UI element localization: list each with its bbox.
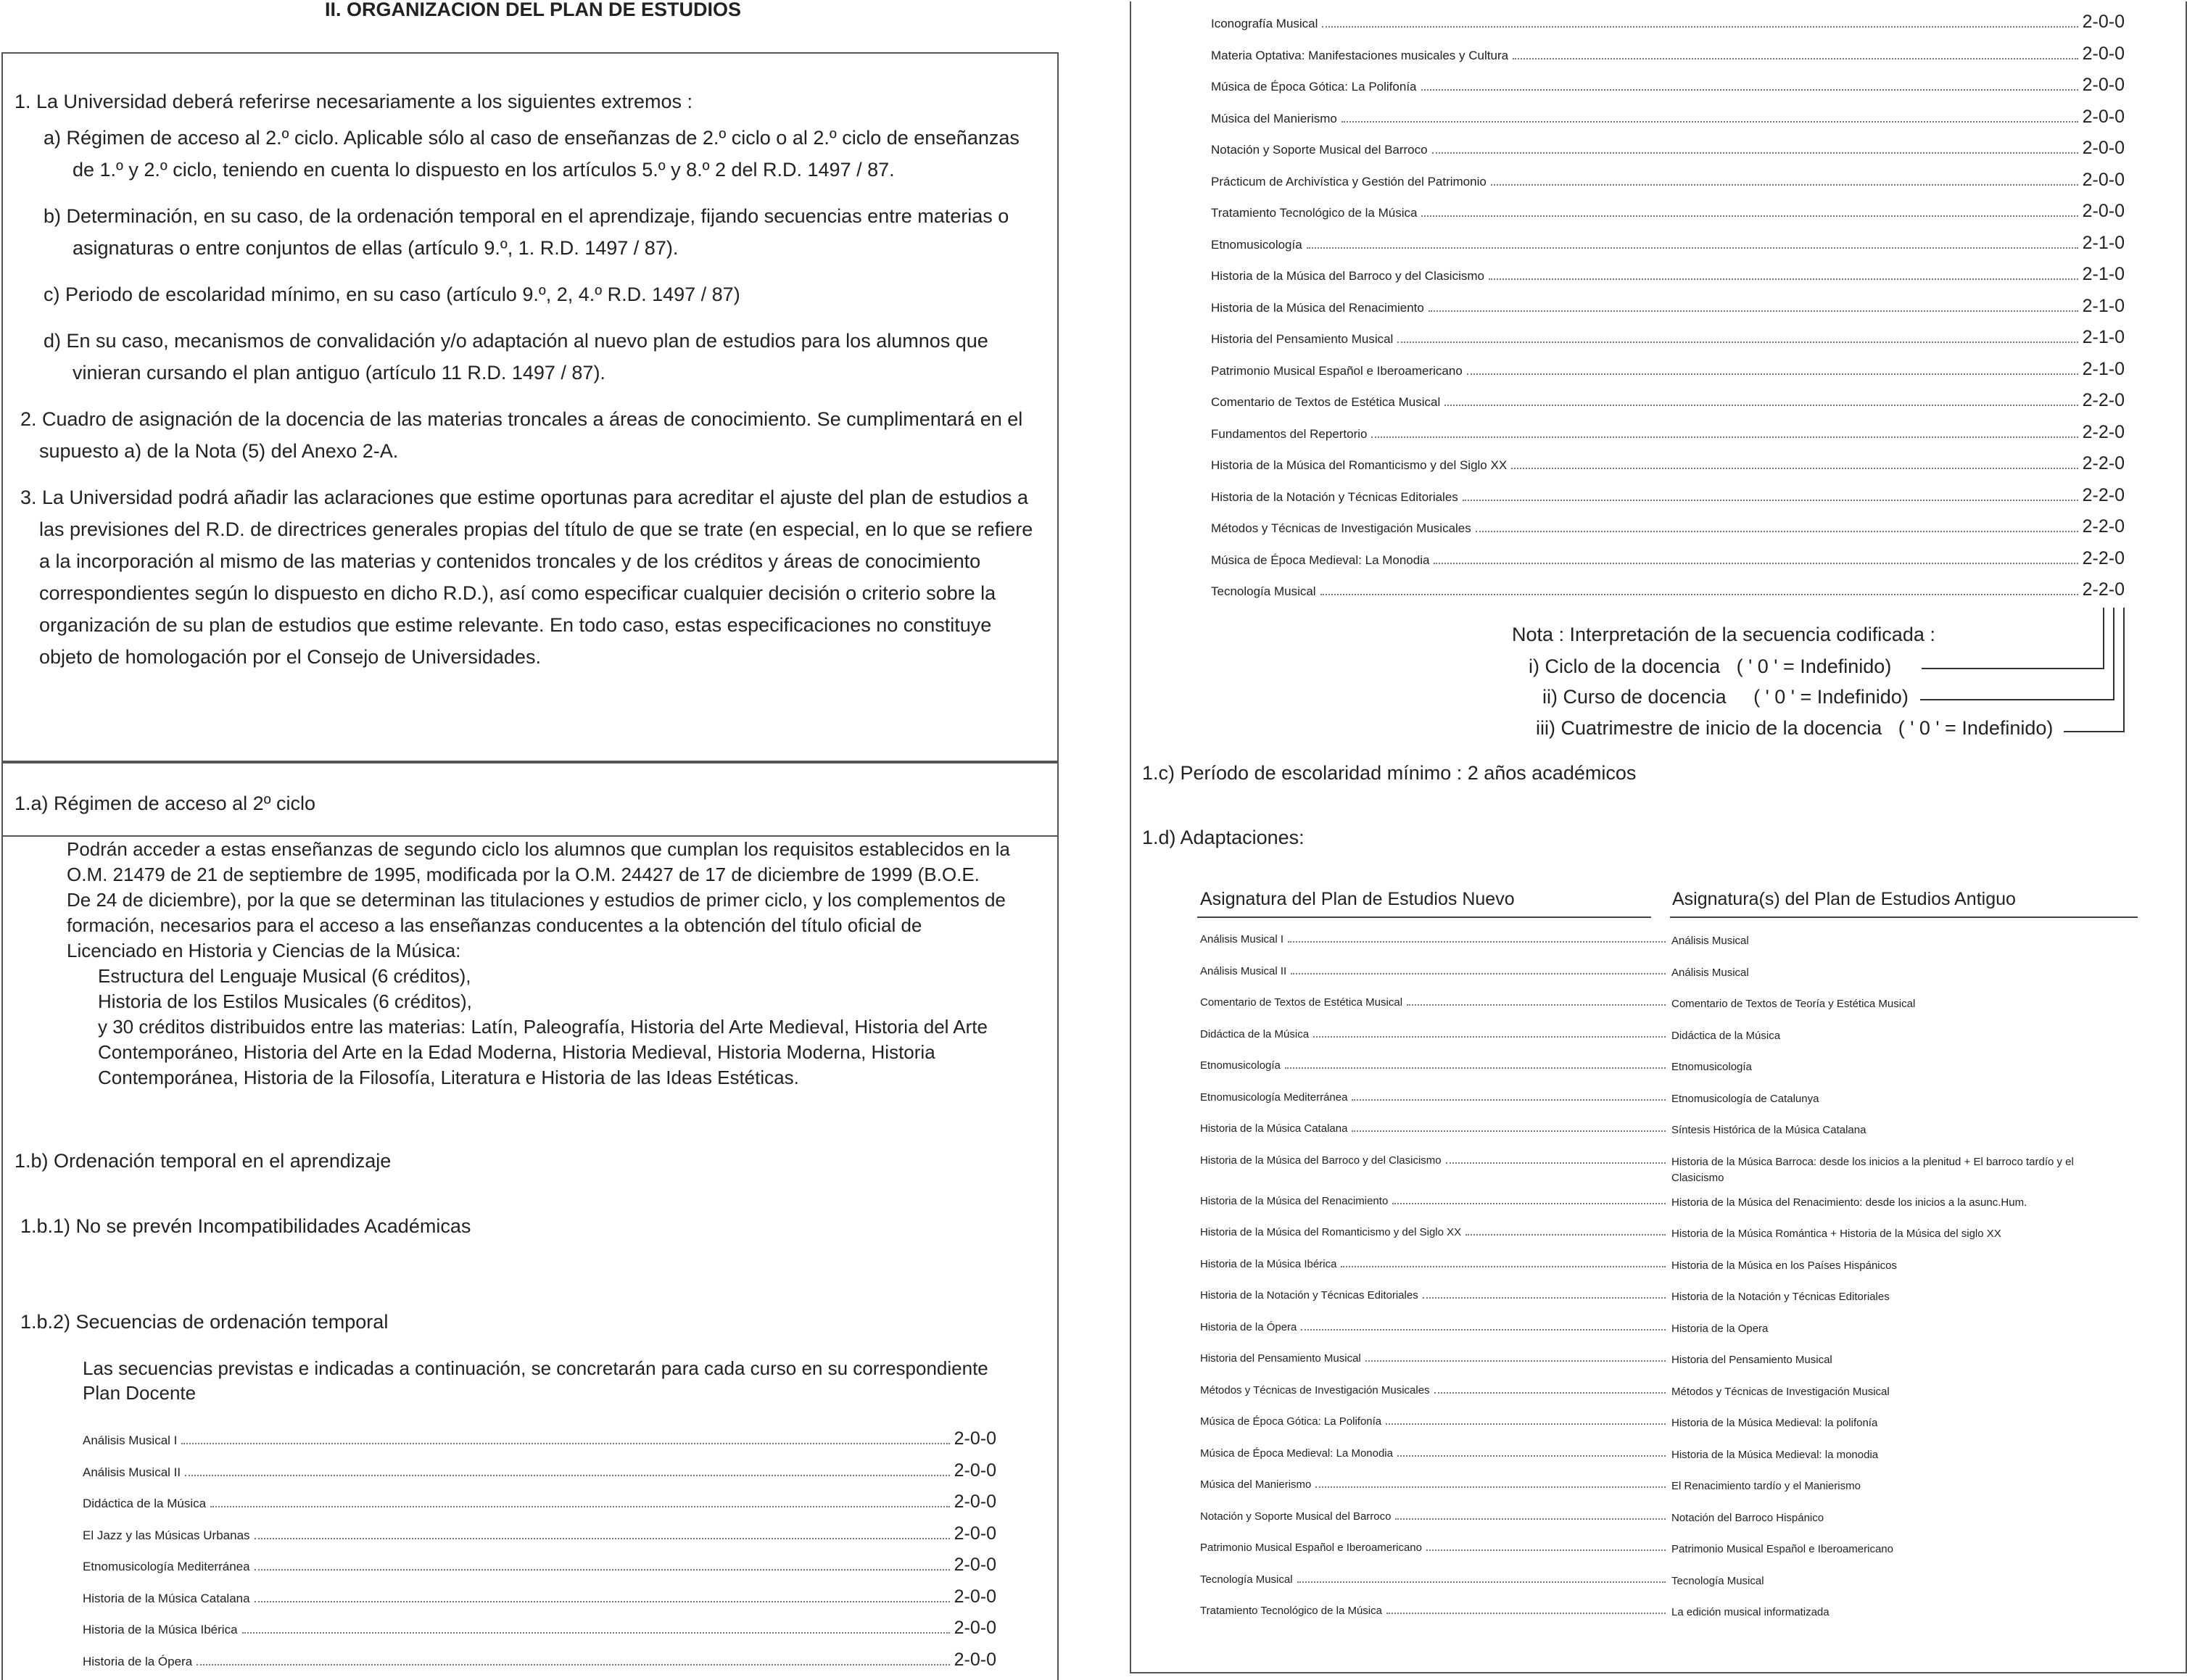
adapt-row (1200, 1478, 2136, 1494)
adapt-old-subject: Tecnología Musical (1671, 1574, 1764, 1587)
nota-ii: ii) Curso de docencia ( ' 0 ' = Indefinido) (1542, 686, 1909, 708)
adapt-new-subject: Etnomusicología (1200, 1059, 1281, 1072)
adapt-new-subject: Historia de la Música Ibérica (1200, 1257, 1337, 1270)
subject-name: Historia de la Ópera (83, 1654, 193, 1668)
s1a-line-5: Licenciado en Historia y Ciencias de la Música: (67, 940, 461, 961)
subject-name: Historia de la Música del Barroco y del Clasicismo (1211, 269, 1484, 283)
adapt-old-subject: Análisis Musical (1671, 935, 1749, 947)
dot-leader (1444, 405, 2078, 406)
sequence-row (83, 1523, 996, 1544)
s1b2-line-1: Las secuencias previstas e indicadas a continuación, se concretarán para cada curso en su correspondiente (83, 1357, 988, 1379)
adapt-new-cell (1200, 1605, 1671, 1621)
adapt-old-subject: Historia de la Música Medieval: la polifonía (1671, 1417, 1878, 1429)
adapt-row (1200, 933, 2136, 949)
nota-iii: iii) Cuatrimestre de inicio de la docencia ( ' 0 ' = Indefinido) (1536, 717, 2054, 739)
adapt-new-cell (1200, 965, 1671, 981)
adapt-header-old: Asignatura(s) del Plan de Estudios Antiguo (1672, 889, 2016, 909)
nota-connector-h1 (1922, 668, 2104, 669)
sequence-code: 2-1-0 (2082, 232, 2125, 253)
sequence-code: 2-0-0 (954, 1428, 996, 1449)
adapt-old-subject: Historia de la Música Romántica + Historia de la Música del siglo XX (1671, 1228, 2001, 1240)
page-title: II. ORGANIZACION DEL PLAN DE ESTUDIOS (325, 0, 742, 20)
adapt-old-subject: Comentario de Textos de Teoría y Estética Musical (1671, 998, 1916, 1010)
dot-leader (181, 1443, 949, 1444)
sequence-code: 2-0-0 (954, 1618, 996, 1638)
dot-leader (1423, 1297, 1666, 1299)
instr-b-2: asignaturas o entre conjuntos de ellas (artículo 9.º, 1. R.D. 1497 / 87). (73, 237, 679, 259)
adapt-new-cell (1200, 933, 1671, 949)
dot-leader (1315, 1486, 1666, 1488)
nota-connector-3 (2123, 608, 2125, 732)
s1a-line-7: Historia de los Estilos Musicales (6 créditos), (98, 990, 472, 1012)
adapt-old-subject: El Renacimiento tardío y el Manierismo (1671, 1480, 1861, 1492)
adapt-new-subject: Historia de la Música del Romanticismo y del Siglo XX (1200, 1226, 1462, 1238)
subject-name: Historia de la Música Catalana (83, 1591, 250, 1605)
subject-name: Patrimonio Musical Español e Iberoamericano (1211, 363, 1463, 378)
instr-c-1: c) Periodo de escolaridad mínimo, en su caso (artículo 9.º, 2, 4.º R.D. 1497 / 87) (44, 284, 740, 305)
dot-leader (1446, 1162, 1666, 1164)
adapt-new-cell (1200, 1091, 1671, 1107)
sequence-code: 2-2-0 (2082, 421, 2125, 442)
dot-leader (1407, 1004, 1666, 1006)
adapt-header-rule-old (1670, 916, 2138, 918)
adapt-new-cell (1200, 1415, 1671, 1431)
subject-name: Historia del Pensamiento Musical (1211, 332, 1394, 346)
sequence-code: 2-0-0 (954, 1649, 996, 1670)
sequence-row (1211, 359, 2125, 380)
s1a-line-10: Contemporánea, Historia de la Filosofía, Literatura e Historia de las Ideas Estéticas. (98, 1067, 799, 1088)
dot-leader (1386, 1423, 1666, 1425)
s1a-line-2: O.M. 21479 de 21 de septiembre de 1995, modificada por la O.M. 24427 de 17 de diciembre de 1999 (B.O.E. (67, 864, 980, 885)
adapt-new-cell (1200, 1289, 1671, 1305)
adapt-row (1200, 1573, 2136, 1589)
subject-name: Iconografía Musical (1211, 17, 1318, 30)
adapt-new-subject: Didáctica de la Música (1200, 1027, 1310, 1040)
adapt-new-subject: Historia de la Ópera (1200, 1320, 1297, 1333)
adapt-new-cell (1200, 1352, 1671, 1368)
sequence-row (1211, 453, 2125, 474)
sequence-code: 2-0-0 (954, 1460, 996, 1481)
subject-name: Análisis Musical II (83, 1465, 181, 1479)
dot-leader (1426, 1549, 1666, 1551)
dot-leader (1352, 1099, 1666, 1101)
instr-p2-2: supuesto a) de la Nota (5) del Anexo 2-A. (39, 440, 399, 462)
adapt-old-subject: Síntesis Histórica de la Música Catalana (1671, 1124, 1866, 1136)
adapt-old-subject: Patrimonio Musical Español e Iberoamericano (1671, 1543, 1893, 1555)
sequence-code: 2-0-0 (2082, 106, 2125, 127)
section-1b1-heading: 1.b.1) No se prevén Incompatibilidades Académicas (20, 1215, 471, 1237)
nota-connector-h3 (2064, 731, 2125, 732)
adapt-new-cell (1200, 1226, 1671, 1242)
adapt-row (1200, 996, 2136, 1012)
dot-leader (1291, 973, 1666, 975)
dot-leader (210, 1506, 950, 1507)
s1a-line-9: Contemporáneo, Historia del Arte en la Edad Moderna, Historia Medieval, Historia Moderna, Historia (98, 1041, 935, 1063)
dot-leader (1465, 1234, 1666, 1236)
adapt-new-cell (1200, 1542, 1671, 1557)
instructions-text (15, 86, 1044, 673)
adapt-row (1200, 1258, 2136, 1274)
adapt-old-subject: Etnomusicología (1671, 1061, 1752, 1073)
s1b2-line-2: Plan Docente (83, 1382, 197, 1404)
instr-p3-4: correspondientes según lo dispuesto en dicho R.D.), así como especificar cualquier decisión o criterio sobre la (39, 582, 996, 604)
adapt-row (1200, 1352, 2136, 1368)
subject-name: Fundamentos del Repertorio (1211, 426, 1368, 441)
sequence-row (1211, 44, 2125, 65)
sequence-code: 2-1-0 (2082, 295, 2125, 316)
dot-leader (1297, 1581, 1666, 1583)
subject-name: Comentario de Textos de Estética Musical (1211, 395, 1441, 409)
adapt-new-subject: Historia de la Música del Renacimiento (1200, 1194, 1389, 1207)
sequence-code: 2-2-0 (2082, 484, 2125, 505)
sequence-code: 2-0-0 (2082, 43, 2125, 64)
dot-leader (1511, 468, 2078, 469)
sequence-row (1211, 107, 2125, 128)
section-1b2-text (83, 1356, 1047, 1405)
dot-leader (185, 1475, 950, 1476)
adapt-old-subject: Historia de la Música Medieval: la monodia (1671, 1448, 1879, 1461)
adapt-new-subject: Análisis Musical II (1200, 964, 1287, 977)
adapt-old-subject: Didáctica de la Música (1671, 1029, 1781, 1042)
adapt-new-cell (1200, 1384, 1671, 1400)
dot-leader (1322, 26, 2078, 28)
adapt-header-new: Asignatura del Plan de Estudios Nuevo (1200, 889, 1515, 909)
dot-leader (1341, 121, 2078, 123)
adapt-new-cell (1200, 1195, 1671, 1211)
adapt-row (1200, 1059, 2136, 1075)
subject-name: Notación y Soporte Musical del Barroco (1211, 143, 1428, 157)
dot-leader (1421, 215, 2078, 217)
sequence-code: 2-1-0 (2082, 327, 2125, 347)
dot-leader (1432, 152, 2078, 154)
sequence-row (1211, 485, 2125, 506)
adapt-row (1200, 1195, 2136, 1211)
adapt-new-subject: Métodos y Técnicas de Investigación Musicales (1200, 1383, 1430, 1396)
dot-leader (1395, 1518, 1666, 1520)
adapt-new-cell (1200, 1154, 1671, 1186)
sequence-code: 2-2-0 (2082, 547, 2125, 568)
dot-leader (1341, 1266, 1666, 1267)
dot-leader (1365, 1360, 1666, 1362)
dot-leader (1463, 500, 2078, 501)
subject-name: Materia Optativa: Manifestaciones musicales y Cultura (1211, 48, 1509, 62)
adapt-old-subject: Historia de la Notación y Técnicas Editoriales (1671, 1291, 1890, 1303)
sequence-row (1211, 548, 2125, 569)
adapt-new-cell (1200, 1573, 1671, 1589)
subject-name: Música de Época Medieval: La Monodia (1211, 553, 1430, 567)
adapt-old-subject: Análisis Musical (1671, 966, 1749, 979)
instr-p1: 1. La Universidad deberá referirse necesariamente a los siguientes extremos : (15, 91, 693, 112)
dot-leader (1352, 1130, 1666, 1132)
subject-name: Tecnología Musical (1211, 584, 1316, 598)
adapt-row (1200, 1122, 2136, 1138)
adapt-row (1200, 965, 2136, 981)
sequence-row (83, 1428, 996, 1449)
dot-leader (1467, 373, 2078, 375)
dot-leader (1476, 531, 2078, 532)
sequence-row (83, 1555, 996, 1576)
section-1a-heading: 1.a) Régimen de acceso al 2º ciclo (15, 793, 316, 814)
dot-leader (1320, 594, 2078, 595)
adapt-new-subject: Música de Época Medieval: La Monodia (1200, 1447, 1393, 1460)
sequence-row (1211, 12, 2125, 33)
adapt-new-subject: Comentario de Textos de Estética Musical (1200, 996, 1403, 1009)
sequence-code: 2-0-0 (954, 1523, 996, 1544)
adapt-new-cell (1200, 1321, 1671, 1337)
dot-leader (1429, 310, 2078, 312)
dot-leader (1288, 941, 1666, 943)
dot-leader (1434, 1392, 1666, 1394)
adapt-new-cell (1200, 1510, 1671, 1526)
dot-leader (1301, 1329, 1666, 1331)
subject-name: Métodos y Técnicas de Investigación Musicales (1211, 521, 1471, 535)
adapt-old-subject: Historia de la Música del Renacimiento: desde los inicios a la asunc.Hum. (1671, 1196, 2027, 1209)
adapt-row (1200, 1226, 2136, 1242)
s1a-line-1: Podrán acceder a estas enseñanzas de segundo ciclo los alumnos que cumplan los requisitos establecidos en la (67, 838, 1010, 860)
sequence-code: 2-0-0 (2082, 138, 2125, 158)
instr-b-1: b) Determinación, en su caso, de la ordenación temporal en el aprendizaje, fijando secuencias entre materias o (44, 205, 1009, 227)
sequence-row (83, 1491, 996, 1513)
adapt-row (1200, 1154, 2136, 1186)
dot-leader (1392, 1203, 1666, 1204)
sequence-row (83, 1618, 996, 1639)
adapt-row (1200, 1384, 2136, 1400)
subject-name: Música de Época Gótica: La Polifonía (1211, 80, 1417, 94)
sequence-code: 2-2-0 (2082, 390, 2125, 410)
s1a-line-6: Estructura del Lenguaje Musical (6 créditos), (98, 965, 471, 987)
adapt-old-subject: Historia del Pensamiento Musical (1671, 1354, 1832, 1366)
adapt-old-subject: Historia de la Música Barroca: desde los inicios a la plenitud + El barroco tardío y el Clasicismo (1671, 1155, 2074, 1184)
section-1b2-heading: 1.b.2) Secuencias de ordenación temporal (20, 1311, 389, 1333)
sequence-code: 2-0-0 (2082, 169, 2125, 190)
adapt-row (1200, 1447, 2136, 1463)
subject-name: Historia de la Música del Renacimiento (1211, 300, 1424, 315)
subject-name: Historia de la Música Ibérica (83, 1623, 238, 1636)
dot-leader (1491, 184, 2078, 186)
sequence-code: 2-0-0 (954, 1555, 996, 1575)
dot-leader (255, 1538, 950, 1539)
adapt-new-cell (1200, 996, 1671, 1012)
nota-i: i) Ciclo de la docencia ( ' 0 ' = Indefinido) (1529, 655, 1892, 677)
dot-leader (1434, 563, 2078, 564)
sequence-row (1211, 201, 2125, 222)
instr-p3-3: a la incorporación al mismo de las materias y contenidos troncales y de los créditos y áreas de conocimiento (39, 550, 981, 572)
dot-leader (255, 1569, 950, 1571)
subject-name: El Jazz y las Músicas Urbanas (83, 1528, 250, 1542)
adapt-new-cell (1200, 1258, 1671, 1274)
adapt-new-subject: Tecnología Musical (1200, 1573, 1293, 1586)
dot-leader (1307, 247, 2078, 249)
sequence-row (1211, 138, 2125, 159)
sequence-code: 2-1-0 (2082, 358, 2125, 379)
dot-leader (1489, 278, 2078, 280)
s1a-line-8: y 30 créditos distribuidos entre las materias: Latín, Paleografía, Historia del Arte Medieval, Historia del Arte (98, 1016, 988, 1038)
adapt-new-cell (1200, 1447, 1671, 1463)
adapt-new-subject: Historia de la Notación y Técnicas Editoriales (1200, 1289, 1418, 1302)
adapt-new-cell (1200, 1028, 1671, 1044)
dot-leader (1386, 1613, 1666, 1614)
adapt-row (1200, 1289, 2136, 1305)
adapt-new-subject: Historia del Pensamiento Musical (1200, 1352, 1361, 1365)
adapt-new-subject: Notación y Soporte Musical del Barroco (1200, 1510, 1392, 1523)
s1a-line-4: formación, necesarios para el acceso a las enseñanzas conducentes a la obtención del título oficial de (67, 914, 922, 936)
sequence-code: 2-1-0 (2082, 264, 2125, 284)
sequence-row (1211, 264, 2125, 285)
dot-leader (1285, 1067, 1666, 1069)
adapt-row (1200, 1321, 2136, 1337)
nota-connector-1 (2103, 608, 2104, 669)
dot-leader (1313, 1036, 1666, 1038)
sequence-code: 2-0-0 (954, 1491, 996, 1512)
adapt-new-subject: Análisis Musical I (1200, 933, 1284, 945)
adapt-new-subject: Tratamiento Tecnológico de la Música (1200, 1605, 1382, 1617)
instr-a-1: a) Régimen de acceso al 2.º ciclo. Aplicable sólo al caso de enseñanzas de 2.º ciclo o al 2.º ciclo de enseñanzas (44, 127, 1020, 149)
sequence-code: 2-0-0 (2082, 201, 2125, 221)
instr-p2-1: 2. Cuadro de asignación de la docencia de las materias troncales a áreas de conocimiento. Se cumplimentará en el (20, 408, 1023, 430)
section-1b-heading: 1.b) Ordenación temporal en el aprendizaje (15, 1150, 392, 1172)
instr-a-2: de 1.º y 2.º ciclo, teniendo en cuenta lo dispuesto en los artículos 5.º y 8.º 2 del R.D. 1497 / 87. (73, 159, 895, 181)
adapt-new-subject: Música del Manierismo (1200, 1478, 1312, 1491)
sequence-row (83, 1460, 996, 1481)
dot-leader (197, 1664, 949, 1665)
nota-connector-2 (2113, 608, 2114, 700)
dot-leader (1371, 436, 2078, 438)
subject-name: Prácticum de Archivística y Gestión del Patrimonio (1211, 174, 1487, 189)
subject-name: Análisis Musical I (83, 1433, 178, 1447)
sequence-row (1211, 296, 2125, 317)
section-1d: 1.d) Adaptaciones: (1142, 827, 1305, 848)
adapt-old-subject: La edición musical informatizada (1671, 1606, 1830, 1618)
dot-leader (1397, 342, 2078, 343)
instr-p3-5: organización de su plan de estudios que estime relevante. En todo caso, estas especificaciones no constituye (39, 614, 992, 636)
adapt-new-subject: Música de Época Gótica: La Polifonía (1200, 1415, 1382, 1428)
sequence-row (83, 1650, 996, 1671)
adapt-row (1200, 1028, 2136, 1044)
sequence-row (1211, 516, 2125, 537)
sequence-row (1211, 422, 2125, 443)
sequence-code: 2-2-0 (2082, 516, 2125, 537)
sequence-row (83, 1586, 996, 1607)
nota-connector-h2 (1920, 699, 2114, 700)
s1a-line-3: De 24 de diciembre), por la que se determinan las titulaciones y estudios de primer ciclo, y los complementos de (67, 889, 1006, 911)
sequence-row (1211, 579, 2125, 600)
instr-p3-2: las previsiones del R.D. de directrices generales propias del título de que se trate (en especial, en lo que se refiere (39, 518, 1033, 540)
adapt-old-subject: Historia de la Música en los Países Hispánicos (1671, 1259, 1897, 1272)
section-1c: 1.c) Período de escolaridad mínimo : 2 años académicos (1142, 762, 1637, 784)
subject-name: Etnomusicología Mediterránea (83, 1560, 250, 1573)
subject-name: Historia de la Música del Romanticismo y del Siglo XX (1211, 458, 1508, 472)
adapt-row (1200, 1091, 2136, 1107)
adapt-old-subject: Historia de la Opera (1671, 1322, 1769, 1335)
dot-leader (1421, 89, 2078, 91)
instr-p3-1: 3. La Universidad podrá añadir las aclaraciones que estime oportunas para acreditar el ajuste del plan de estudios a (20, 487, 1028, 508)
adapt-old-subject: Notación del Barroco Hispánico (1671, 1511, 1824, 1524)
adapt-row (1200, 1415, 2136, 1431)
sequence-row (1211, 233, 2125, 254)
subject-name: Didáctica de la Música (83, 1497, 207, 1510)
adapt-new-subject: Historia de la Música del Barroco y del Clasicismo (1200, 1154, 1442, 1167)
dot-leader (242, 1632, 950, 1634)
adapt-row (1200, 1510, 2136, 1526)
sequence-code: 2-0-0 (2082, 75, 2125, 95)
adapt-old-subject: Métodos y Técnicas de Investigación Musical (1671, 1385, 1890, 1398)
dot-leader (1513, 58, 2078, 59)
adapt-row (1200, 1542, 2136, 1557)
subject-name: Tratamiento Tecnológico de la Música (1211, 206, 1418, 220)
sequence-row (1211, 75, 2125, 96)
subject-name: Música del Manierismo (1211, 111, 1337, 125)
sequence-code: 2-0-0 (2082, 12, 2125, 32)
dot-leader (255, 1601, 950, 1602)
nota-title: Nota : Interpretación de la secuencia codificada : (1512, 624, 1935, 645)
adapt-new-subject: Patrimonio Musical Español e Iberoamericano (1200, 1542, 1422, 1554)
instr-p3-6: objeto de homologación por el Consejo de Universidades. (39, 646, 541, 668)
subject-name: Historia de la Notación y Técnicas Editoriales (1211, 489, 1458, 504)
adapt-new-cell (1200, 1478, 1671, 1494)
instr-d-2: vinieran cursando el plan antiguo (artículo 11 R.D. 1497 / 87). (73, 362, 605, 384)
adapt-new-cell (1200, 1122, 1671, 1138)
sequence-code: 2-2-0 (2082, 579, 2125, 600)
sequence-code: 2-2-0 (2082, 453, 2125, 473)
adapt-header-rule-new (1197, 916, 1651, 918)
adapt-new-subject: Historia de la Música Catalana (1200, 1122, 1348, 1135)
instr-d-1: d) En su caso, mecanismos de convalidación y/o adaptación al nuevo plan de estudios para los alumnos que (44, 330, 988, 352)
adapt-new-subject: Etnomusicología Mediterránea (1200, 1091, 1348, 1104)
sequence-code: 2-0-0 (954, 1586, 996, 1607)
dot-leader (1397, 1455, 1666, 1457)
adapt-new-cell (1200, 1059, 1671, 1075)
section-1a-text (67, 837, 1053, 1091)
adapt-row (1200, 1605, 2136, 1621)
sequence-row (1211, 170, 2125, 191)
adapt-old-subject: Etnomusicología de Catalunya (1671, 1092, 1819, 1105)
sequence-row (1211, 390, 2125, 411)
subject-name: Etnomusicología (1211, 237, 1302, 252)
sequence-row (1211, 327, 2125, 348)
